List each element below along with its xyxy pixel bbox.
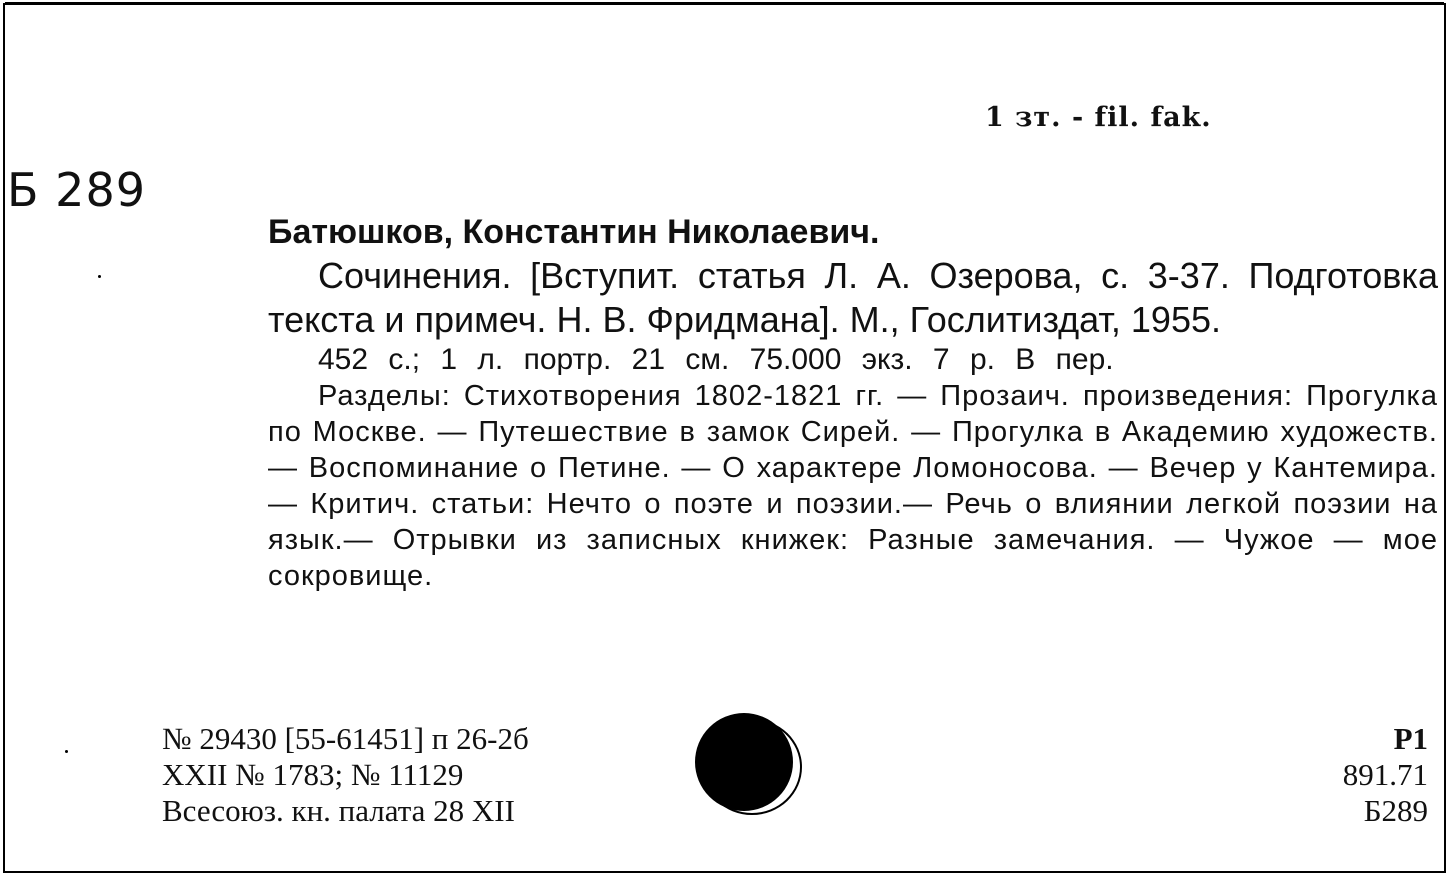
catalog-card	[3, 3, 1446, 873]
handwritten-shelf-mark: Б 289	[7, 163, 146, 217]
card-top-edge	[5, 2, 1444, 5]
registry-info	[162, 721, 529, 829]
author-heading: Батюшков, Константин Николаевич.	[268, 213, 880, 251]
speck	[65, 750, 68, 753]
bibliographic-entry	[268, 210, 1438, 594]
classmark-line-2: 891.71	[1342, 757, 1428, 792]
registry-line-1: № 29430 [55-61451] п 26-2б	[162, 721, 529, 756]
punch-hole	[695, 713, 793, 811]
registry-line-2: XXII № 1783; № 11129	[162, 757, 464, 792]
speck	[98, 275, 101, 278]
collation-line: 452 с.; 1 л. портр. 21 см. 75.000 экз. 7 р. В пер.	[318, 343, 1114, 376]
classmark-line-3: Б289	[1363, 793, 1428, 828]
contents-note: Разделы: Стихотворения 1802-1821 гг. — Прозаич. произведения: Прогулка по Москве. — Путешествие в замок Сирей. — Прогулка в Академию художеств. — Воспоминание о Петине. — О характере Ломоносова. — Вечер у Кантемира. — Критич. статьи: Нечто о поэте и поэзии.— Речь о влиянии легкой поэзии на язык.— Отрывки из записных книжек: Разные замечания. — Чужое — мое сокровище.	[268, 380, 1438, 592]
classmark-line-1: Р1	[1393, 721, 1428, 756]
title-imprint: Сочинения. [Вступит. статья Л. А. Озерова, с. 3-37. Подготовка текста и примеч. Н. В. Фридмана]. М., Гослитиздат, 1955.	[268, 255, 1438, 340]
library-stamp: 1 зт. - fil. fak.	[985, 102, 1212, 133]
registry-line-3: Всесоюз. кн. палата 28 XII	[162, 793, 515, 828]
classification-mark	[1343, 721, 1428, 829]
